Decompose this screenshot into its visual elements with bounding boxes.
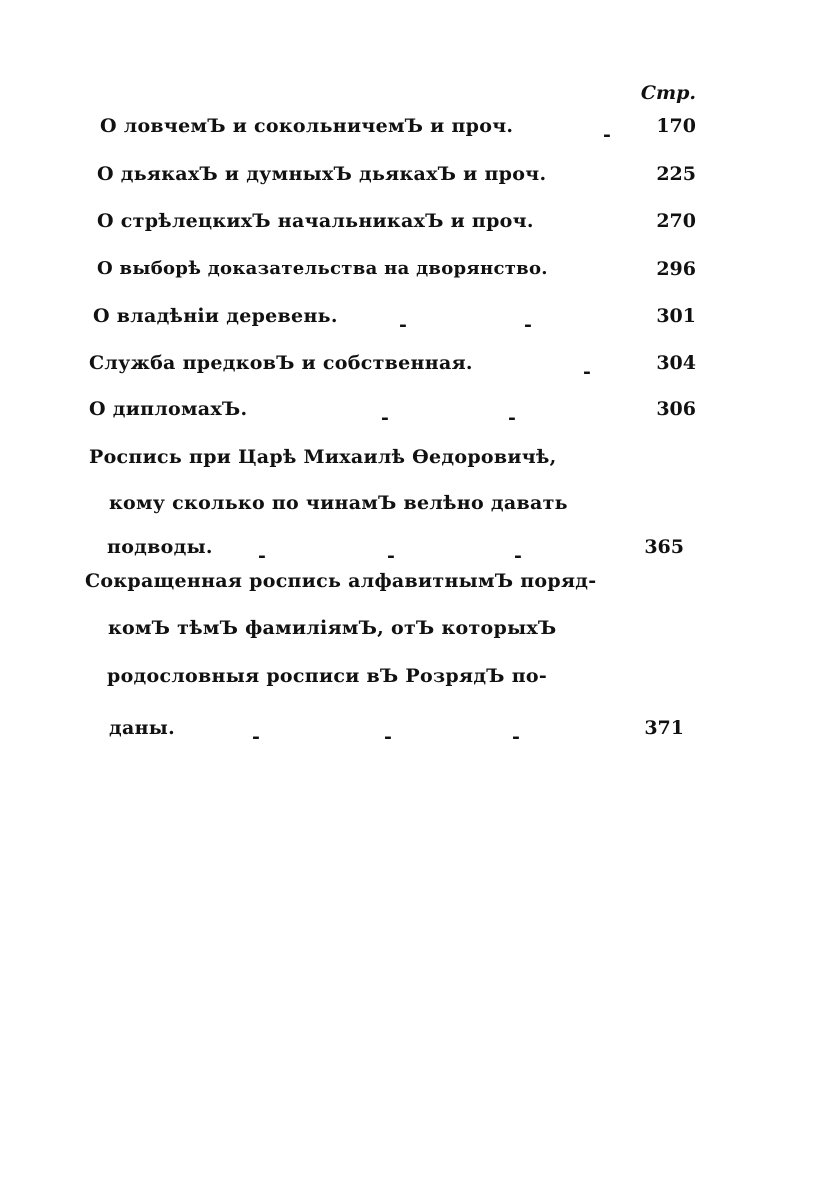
entry-page-number: 225 xyxy=(656,163,696,185)
leader-dot: - xyxy=(258,545,266,567)
entry-page-number: 270 xyxy=(656,210,696,232)
toc-entry xyxy=(0,305,840,345)
toc-entry xyxy=(0,258,840,298)
toc-entry xyxy=(0,352,840,392)
leader-dot: - xyxy=(252,726,260,748)
entry-title-line: Сокращенная роспись алфавитнымЪ поряд- xyxy=(85,570,597,592)
entry-page-number: 170 xyxy=(656,115,696,137)
toc-entry xyxy=(0,210,840,250)
entry-title: О владѣніи деревень. xyxy=(93,305,338,327)
leader-dot: - xyxy=(514,545,522,567)
entry-title: Служба предковЪ и собственная. xyxy=(89,352,473,374)
toc-entry-continuation xyxy=(0,492,840,532)
entry-title-line: подводы. xyxy=(107,536,213,558)
leader-dot: - xyxy=(508,407,516,429)
toc-entry xyxy=(0,570,840,610)
entry-title: О дьякахЪ и думныхЪ дьякахЪ и проч. xyxy=(97,163,547,185)
page-column-header: Стр. xyxy=(640,82,696,104)
entry-page-number: 371 xyxy=(644,717,684,739)
entry-page-number: 304 xyxy=(656,352,696,374)
entry-title: О стрѣлецкихЪ начальникахЪ и проч. xyxy=(97,210,534,232)
leader-dot: - xyxy=(399,314,407,336)
toc-entry-continuation xyxy=(0,617,840,657)
entry-page-number: 296 xyxy=(656,258,696,280)
entry-title: О выборѣ доказательства на дворянство. xyxy=(97,258,548,279)
leader-dot: - xyxy=(387,545,395,567)
leader-dot: - xyxy=(603,124,611,146)
leader-dot: - xyxy=(384,726,392,748)
toc-entry-continuation xyxy=(0,717,840,757)
leader-dot: - xyxy=(524,314,532,336)
toc-entry-continuation xyxy=(0,665,840,705)
entry-page-number: 301 xyxy=(656,305,696,327)
toc-entry xyxy=(0,115,840,155)
toc-entry xyxy=(0,398,840,438)
entry-title: О дипломахЪ. xyxy=(89,398,248,420)
leader-dot: - xyxy=(583,361,591,383)
entry-title-line: родословныя росписи вЪ РозрядЪ по- xyxy=(107,665,548,687)
entry-title-line: даны. xyxy=(109,717,176,739)
entry-title-line: Роспись при Царѣ Михаилѣ Өедоровичѣ, xyxy=(89,446,557,468)
toc-entry xyxy=(0,163,840,203)
entry-title: О ловчемЪ и сокольничемЪ и проч. xyxy=(100,115,514,137)
leader-dot: - xyxy=(512,726,520,748)
entry-title-line: кому сколько по чинамЪ велѣно давать xyxy=(109,492,568,514)
toc-entry xyxy=(0,446,840,486)
leader-dot: - xyxy=(381,407,389,429)
entry-title-line: комЪ тѣмЪ фамиліямЪ, отЪ которыхЪ xyxy=(108,617,557,639)
entry-page-number: 365 xyxy=(644,536,684,558)
entry-page-number: 306 xyxy=(656,398,696,420)
